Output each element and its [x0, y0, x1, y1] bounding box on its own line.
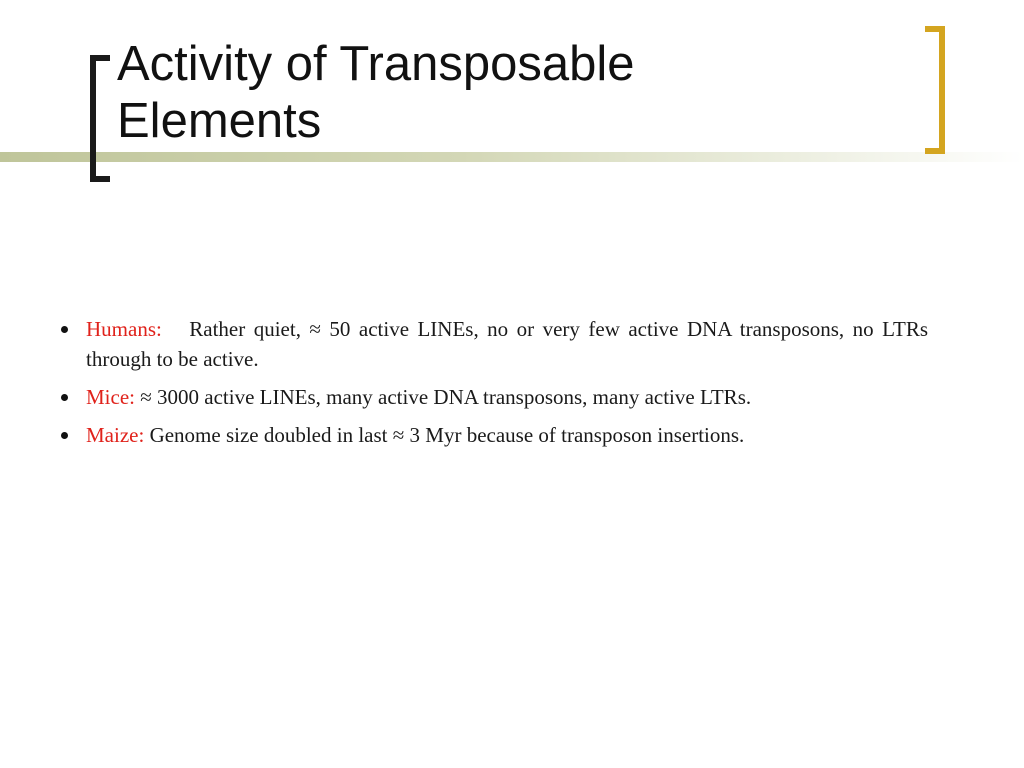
slide-title	[117, 36, 897, 150]
bullet-label-mice: Mice:	[86, 385, 135, 409]
right-bracket-decoration	[925, 26, 945, 154]
left-bracket-decoration	[90, 55, 110, 182]
bullet-text-maize: Genome size doubled in last ≈ 3 Myr because of transposon insertions.	[149, 423, 745, 447]
bullet-icon	[61, 432, 68, 439]
bullet-item-maize	[58, 420, 928, 450]
bullet-item-mice	[58, 382, 928, 412]
slide-title-line-1: Activity of Transposable	[117, 37, 635, 91]
bullet-label-maize: Maize:	[86, 423, 145, 447]
bullet-icon	[61, 326, 68, 333]
bullet-text-humans: Rather quiet, ≈ 50 active LINEs, no or very few active DNA transposons, no LTRs through to be active.	[86, 317, 929, 371]
slide-title-line-2: Elements	[117, 94, 322, 148]
bullet-icon	[61, 394, 68, 401]
bullet-list	[58, 314, 928, 458]
bullet-label-humans: Humans:	[86, 317, 162, 341]
title-underline-rule	[0, 152, 1024, 162]
bullet-item-humans	[58, 314, 928, 374]
bullet-text-mice: ≈ 3000 active LINEs, many active DNA transposons, many active LTRs.	[140, 385, 752, 409]
